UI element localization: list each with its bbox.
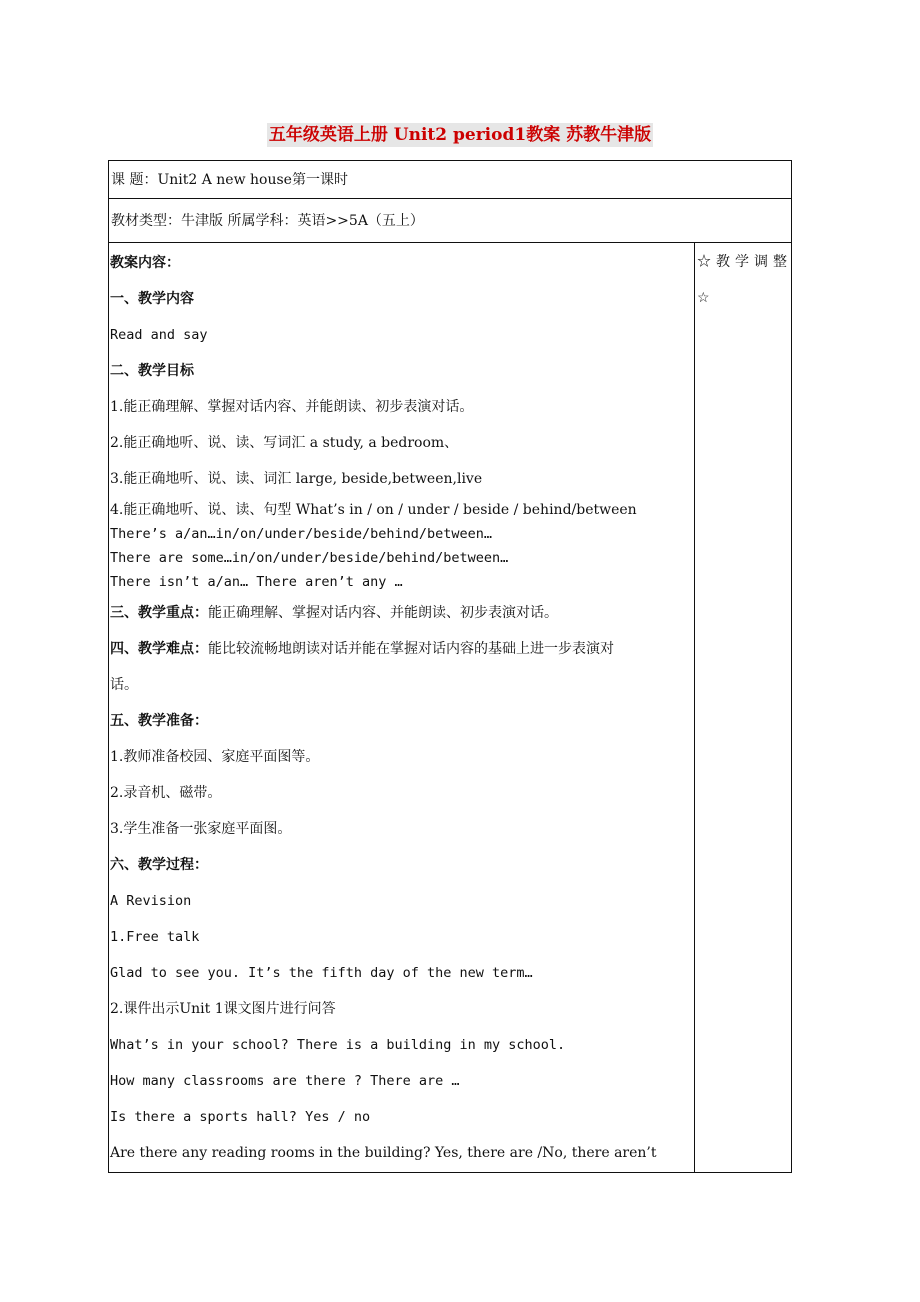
document-title-text: 五年级英语上册 Unit2 period1教案 苏教牛津版 (268, 125, 652, 145)
star-icon: ☆ (697, 290, 715, 306)
process-dialogue-1: Glad to see you. It’s the fifth day of the new term… (110, 965, 533, 981)
section-process: 六、教学过程： (110, 857, 208, 873)
process-dialogue-2: What’s in your school? There is a building in my school. (110, 1037, 566, 1053)
adjustment-label: ☆教学调整 (697, 254, 792, 270)
key-points-line (110, 603, 558, 623)
lesson-plan-table (108, 160, 792, 1173)
difficulties-continued: 话。 (110, 677, 138, 693)
prep-item-2: 2.录音机、磁带。 (110, 785, 222, 801)
document-title (0, 122, 920, 148)
goal-item-3: 3.能正确地听、说、读、词汇 large, beside,between,live (110, 471, 483, 487)
goal-item-1: 1.能正确理解、掌握对话内容、并能朗读、初步表演对话。 (110, 399, 474, 415)
teaching-adjustment-cell (695, 243, 791, 1172)
process-step-a: A Revision (110, 893, 192, 909)
meta-row: 教材类型：牛津版 所属学科：英语>>5A（五上） (109, 199, 791, 243)
key-points-text: 能正确理解、掌握对话内容、并能朗读、初步表演对话。 (208, 605, 558, 621)
pattern-line-1: There’s a/an…in/on/under/beside/behind/between… (110, 526, 493, 542)
section-teaching-content: 一、教学内容 (110, 291, 194, 307)
goal-item-2: 2.能正确地听、说、读、写词汇 a study, a bedroom、 (110, 435, 459, 451)
difficulties-label: 四、教学难点： (110, 641, 208, 657)
process-dialogue-4: Is there a sports hall? Yes / no (110, 1109, 371, 1125)
topic-row: 课 题：Unit2 A new house第一课时 (109, 161, 791, 199)
content-line: Read and say (110, 327, 208, 343)
difficulties-text: 能比较流畅地朗读对话并能在掌握对话内容的基础上进一步表演对 (208, 641, 614, 657)
lesson-content-cell (109, 243, 695, 1172)
section-preparation: 五、教学准备： (110, 713, 208, 729)
goal-item-4: 4.能正确地听、说、读、句型 What’s in / on / under / beside / behind/between (110, 502, 637, 518)
key-points-label: 三、教学重点： (110, 605, 208, 621)
prep-item-1: 1.教师准备校园、家庭平面图等。 (110, 749, 320, 765)
pattern-line-2: There are some…in/on/under/beside/behind/between… (110, 550, 509, 566)
process-dialogue-3: How many classrooms are there ? There are … (110, 1073, 460, 1089)
content-heading: 教案内容： (110, 255, 180, 271)
process-item-2: 2.课件出示Unit 1课文图片进行问答 (110, 1001, 336, 1017)
section-teaching-goals: 二、教学目标 (110, 363, 194, 379)
process-item-1: 1.Free talk (110, 929, 200, 945)
process-dialogue-5: Are there any reading rooms in the building? Yes, there are /No, there aren’t (110, 1145, 657, 1161)
prep-item-3: 3.学生准备一张家庭平面图。 (110, 821, 292, 837)
difficulties-line (110, 639, 614, 659)
pattern-line-3: There isn’t a/an… There aren’t any … (110, 574, 403, 590)
